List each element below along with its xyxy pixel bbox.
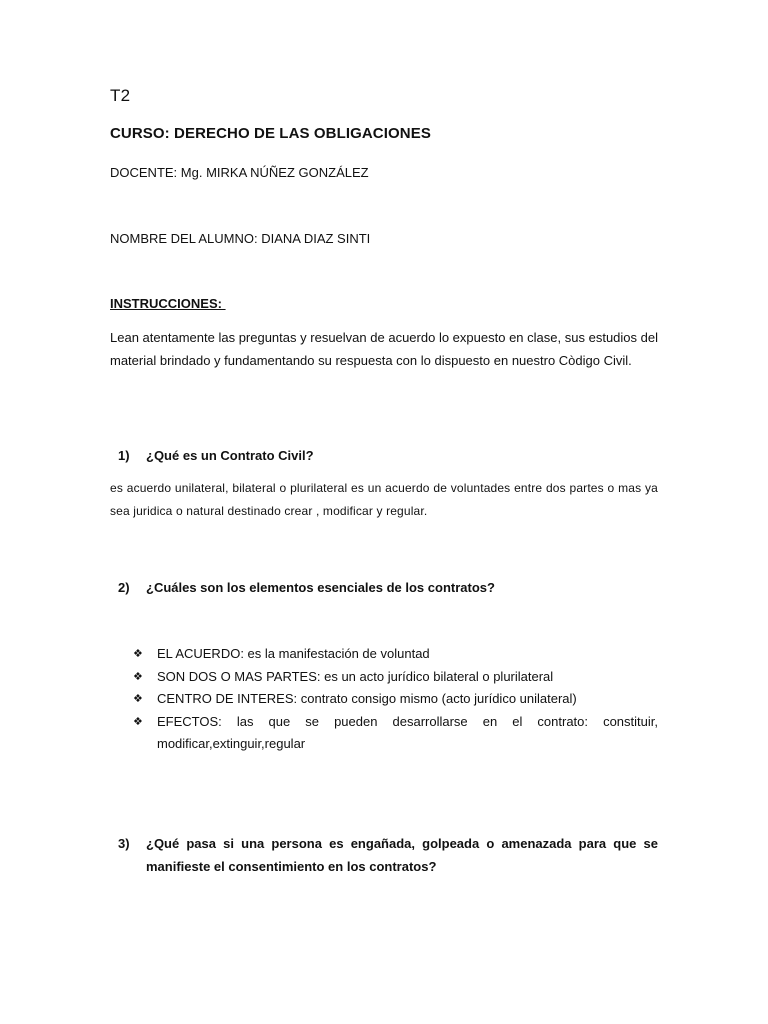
instructions-text: Lean atentamente las preguntas y resuelvan de acuerdo lo expuesto en clase, sus estudios del material brindado y fundamentando su respuesta con lo dispuesto en nuestro Còdigo Civil. [110,330,658,368]
list-item [132,666,658,689]
list-item [132,711,658,756]
document-page [110,0,658,1024]
diamond-bullet-icon: ❖ [133,648,143,660]
teacher-line: DOCENTE: Mg. MIRKA NÚÑEZ GONZÁLEZ [110,165,369,180]
student-name-line: NOMBRE DEL ALUMNO: DIANA DIAZ SINTI [110,231,371,246]
question-number: 1) [118,448,130,463]
question-number: 3) [118,836,130,851]
course-title: CURSO: DERECHO DE LAS OBLIGACIONES [110,125,431,142]
question-number: 2) [118,580,130,595]
question-1 [118,444,658,467]
list-item [132,688,658,711]
list-item-text: SON DOS O MAS PARTES: es un acto jurídico bilateral o plurilateral [157,668,554,684]
diamond-bullet-icon: ❖ [133,693,143,705]
instructions-heading: INSTRUCCIONES: [110,296,226,311]
essential-elements-list [132,643,658,756]
question-text: ¿Qué pasa si una persona es engañada, golpeada o amenazada para que se manifieste el consentimiento en los contratos? [146,836,658,874]
answer-1: es acuerdo unilateral, bilateral o plurilateral es un acuerdo de voluntades entre dos partes o mas ya sea juridica o natural destinado crear , modificar y regular. [110,481,658,518]
question-text: ¿Qué es un Contrato Civil? [146,448,314,463]
list-item-text: EFECTOS: las que se pueden desarrollarse en el contrato: constituir, modificar,extinguir,regular [157,713,658,751]
question-3 [118,832,658,878]
diamond-bullet-icon: ❖ [133,715,143,728]
question-text: ¿Cuáles son los elementos esenciales de los contratos? [146,580,495,595]
list-item-text: CENTRO DE INTERES: contrato consigo mismo (acto jurídico unilateral) [157,691,577,706]
question-2 [118,576,658,599]
list-item [132,643,658,666]
diamond-bullet-icon: ❖ [133,670,143,683]
list-item-text: EL ACUERDO: es la manifestación de voluntad [157,646,430,661]
document-code: T2 [110,86,131,105]
